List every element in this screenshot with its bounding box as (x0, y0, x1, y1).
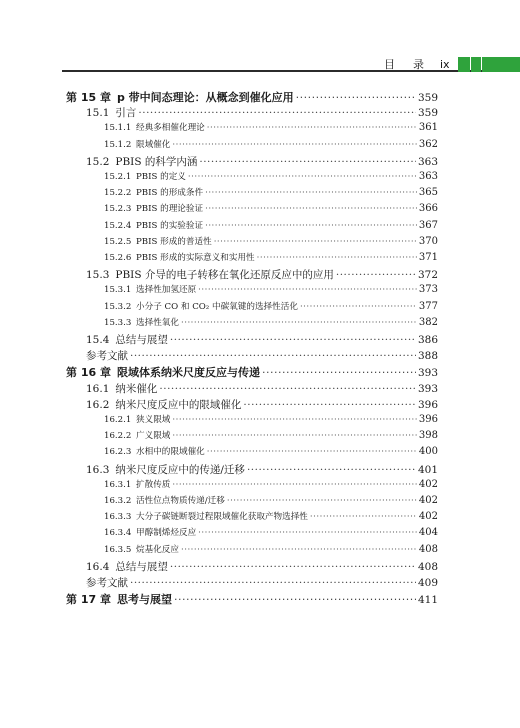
toc-entry-page: 393 (417, 367, 438, 380)
toc-entry-number: 15.2.2 (104, 188, 132, 199)
toc-entry (104, 510, 438, 522)
toc-entry (104, 526, 438, 538)
toc-entry-title: 水相中的限域催化 (136, 447, 205, 458)
toc-entry (66, 591, 438, 607)
toc-entry (104, 235, 438, 247)
toc-entry (104, 478, 438, 490)
toc-entry-title: 广义限域 (136, 431, 171, 442)
toc-entry (104, 219, 438, 231)
toc-entry-number: 15.3.3 (104, 317, 132, 328)
page-header (0, 0, 520, 86)
toc-leader-dots (130, 350, 416, 362)
toc-entry (66, 89, 438, 105)
toc-entry (104, 251, 438, 263)
toc-entry-page: 371 (418, 252, 438, 263)
toc-leader-dots (310, 512, 417, 522)
toc-entry-page: 370 (418, 235, 438, 247)
toc-entry-page: 393 (417, 382, 438, 395)
toc-entry-page: 366 (418, 203, 438, 215)
toc-entry-page: 396 (417, 398, 438, 411)
toc-leader-dots (172, 431, 417, 441)
toc-entry-number: 16.2.3 (104, 447, 132, 458)
toc-entry-page: 408 (418, 543, 438, 555)
toc-entry (66, 364, 438, 380)
toc-entry-title: PBIS 形成的实际意义和实用性 (136, 253, 255, 263)
toc-leader-dots (181, 318, 417, 328)
toc-leader-dots (336, 269, 416, 281)
header-green-block (482, 57, 520, 72)
toc-entry-title: PBIS 介导的电子转移在氧化还原反应中的应用 (115, 269, 334, 282)
toc-leader-dots (243, 399, 416, 411)
toc-entry (86, 154, 438, 169)
toc-entry-page: 396 (418, 414, 438, 425)
toc-entry-number: 16.3.5 (104, 544, 132, 555)
toc-entry-number: 16.3.2 (104, 496, 132, 506)
toc-entry-page: 373 (418, 284, 438, 296)
toc-entry-page: 411 (417, 594, 438, 607)
toc-entry-title: 大分子碳链断裂过程限域催化获取产物选择性 (136, 512, 308, 523)
toc-entry-page: 361 (418, 122, 438, 134)
toc-entry-title: 总结与展望 (115, 560, 168, 573)
toc-entry-title: 选择性加氢还原 (136, 285, 197, 296)
toc-entry (86, 105, 438, 120)
toc-entry-number: 15.2.4 (104, 220, 132, 231)
toc-entry-title: 参考文献 (86, 350, 128, 363)
toc-leader-dots (199, 156, 416, 168)
toc-leader-dots (170, 561, 416, 573)
toc-entry (86, 559, 438, 574)
toc-entry-number: 第 15 章 (66, 91, 111, 104)
toc-entry-page: 402 (418, 478, 438, 490)
toc-entry-title: 纳米尺度反应中的限域催化 (115, 398, 242, 411)
toc-entry-title: 纳米尺度反应中的传递/迁移 (115, 463, 245, 476)
toc-entry-page: 359 (417, 107, 438, 120)
toc-entry-number: 15.2.1 (104, 172, 132, 182)
toc-entry-number: 16.4 (86, 560, 110, 573)
toc-leader-dots (205, 221, 417, 231)
toc-entry-title: 活性位点物质传递/迁移 (136, 496, 225, 506)
toc-entry (104, 445, 438, 457)
toc-leader-dots (172, 480, 417, 490)
toc-entry-number: 16.3.3 (104, 512, 132, 523)
toc-entry-page: 388 (417, 350, 438, 363)
toc-entry-title: 参考文献 (86, 577, 128, 589)
toc-entry (104, 138, 438, 150)
toc-entry-title: PBIS 的定义 (136, 172, 186, 182)
toc-entry (104, 300, 438, 312)
toc-leader-dots (198, 285, 417, 295)
toc-entry (104, 543, 438, 555)
toc-leader-dots (205, 188, 417, 198)
toc-entry-number: 15.2.5 (104, 236, 132, 247)
toc-entry (86, 332, 438, 347)
toc-leader-dots (138, 107, 416, 119)
toc-entry-number: 16.3.1 (104, 479, 132, 490)
toc-entry-title: PBIS 的实验验证 (136, 220, 204, 231)
toc-entry-page: 367 (418, 219, 438, 231)
toc-entry-number: 15.2.3 (104, 204, 132, 215)
toc-leader-dots (172, 140, 417, 150)
toc-entry (86, 348, 438, 363)
header-title-char: 目 (384, 58, 395, 71)
toc-entry-title: 总结与展望 (115, 334, 168, 346)
toc-entry (86, 462, 438, 477)
toc-entry-page: 402 (418, 495, 438, 506)
toc-leader-dots (205, 204, 417, 214)
toc-entry-title: 小分子 CO 和 CO₂ 中碳氧键的选择性活化 (136, 301, 298, 312)
toc-entry-title: 甲醇制烯烃反应 (136, 528, 197, 539)
toc-entry-title: PBIS 的科学内涵 (115, 155, 198, 168)
toc-leader-dots (174, 593, 416, 606)
toc-entry-page: 398 (418, 430, 438, 442)
toc-entry-page: 404 (418, 527, 438, 539)
toc-entry-page: 365 (418, 187, 438, 199)
header-green-block (471, 57, 481, 72)
toc-entry-number: 15.3.2 (104, 301, 132, 312)
toc-leader-dots (188, 172, 417, 182)
toc-entry-page: 362 (418, 138, 438, 150)
toc-entry-number: 15.2.6 (104, 253, 132, 263)
toc-entry (104, 413, 438, 425)
toc-entry (104, 429, 438, 441)
toc-entry-page: 363 (417, 155, 438, 168)
toc-entry-number: 16.3.4 (104, 528, 132, 539)
toc-entry-page: 400 (418, 446, 438, 458)
toc-entry-title: 烷基化反应 (136, 544, 179, 555)
toc-entry-number: 16.1 (86, 382, 110, 395)
toc-entry-number: 第 16 章 (66, 366, 111, 380)
toc-entry-page: 408 (417, 560, 438, 573)
toc-entry (104, 186, 438, 198)
toc-leader-dots (247, 464, 416, 476)
toc-entry-title: 扩散传质 (136, 479, 171, 490)
toc-entry-title: 限域体系纳米尺度反应与传递 (116, 366, 260, 380)
toc-entry-page: 359 (417, 92, 438, 104)
toc-leader-dots (170, 334, 416, 346)
toc-entry-page: 363 (418, 171, 438, 182)
toc-entry (86, 397, 438, 412)
toc-leader-dots (214, 237, 417, 247)
toc-entry-title: 选择性氧化 (136, 317, 179, 328)
toc-entry-number: 16.2 (86, 398, 110, 411)
toc-entry-title: p 带中间态理论：从概念到催化应用 (116, 91, 294, 104)
header-title-char: 录 (413, 58, 424, 71)
toc-leader-dots (172, 415, 417, 425)
toc-entry (104, 283, 438, 295)
toc-entry-page: 402 (418, 511, 438, 523)
toc-entry-page: 409 (417, 577, 438, 589)
header-green-block (458, 57, 470, 72)
toc-entry-title: PBIS 的形成条件 (136, 188, 204, 199)
toc-entry-number: 15.1.1 (104, 123, 132, 134)
toc-entry-number: 15.4 (86, 334, 110, 346)
toc-entry-page: 386 (417, 334, 438, 346)
toc-entry (86, 267, 438, 282)
toc-entry-title: 狭义限域 (136, 415, 171, 425)
toc-entry-number: 15.3.1 (104, 285, 132, 296)
toc-entry (104, 316, 438, 328)
toc-leader-dots (262, 366, 416, 379)
toc-entry-title: 纳米催化 (115, 382, 158, 395)
toc-entry-title: PBIS 的理论验证 (136, 204, 204, 215)
toc-leader-dots (207, 123, 417, 133)
toc-entry-number: 15.1 (86, 107, 110, 120)
toc-entry-title: 限域催化 (136, 139, 171, 150)
toc-entry-number: 16.3 (86, 463, 110, 476)
toc-leader-dots (296, 91, 416, 104)
toc-entry-number: 16.2.2 (104, 431, 132, 442)
toc-entry (86, 575, 438, 590)
header-rule (62, 70, 520, 72)
toc-leader-dots (207, 447, 417, 457)
header-page-number: ix (440, 58, 450, 71)
toc-entry-number: 15.3 (86, 269, 110, 282)
toc-entry-number: 第 17 章 (66, 593, 111, 607)
toc-entry-number: 15.2 (86, 155, 110, 168)
toc-entry (104, 170, 438, 182)
toc-leader-dots (130, 577, 416, 589)
toc-entry (86, 381, 438, 396)
toc-entry-number: 16.2.1 (104, 415, 132, 425)
toc-leader-dots (198, 528, 417, 538)
toc-leader-dots (159, 383, 416, 395)
toc-entry-title: PBIS 形成的普适性 (136, 236, 212, 247)
toc-entry (104, 202, 438, 214)
toc-leader-dots (181, 545, 417, 555)
toc-entry (104, 494, 438, 506)
toc-entry-number: 15.1.2 (104, 139, 132, 150)
toc-leader-dots (227, 496, 417, 506)
toc-entry-title: 经典多相催化理论 (136, 123, 205, 134)
toc-entry-title: 引言 (115, 107, 137, 120)
toc-entry-title: 思考与展望 (116, 593, 172, 607)
toc-leader-dots (257, 253, 417, 263)
toc-entry-page: 401 (417, 463, 438, 476)
toc-leader-dots (300, 302, 417, 312)
toc-entry-page: 372 (417, 269, 438, 282)
toc-entry-page: 377 (418, 300, 438, 312)
toc-entry-page: 382 (418, 316, 438, 328)
toc-entry (104, 121, 438, 133)
